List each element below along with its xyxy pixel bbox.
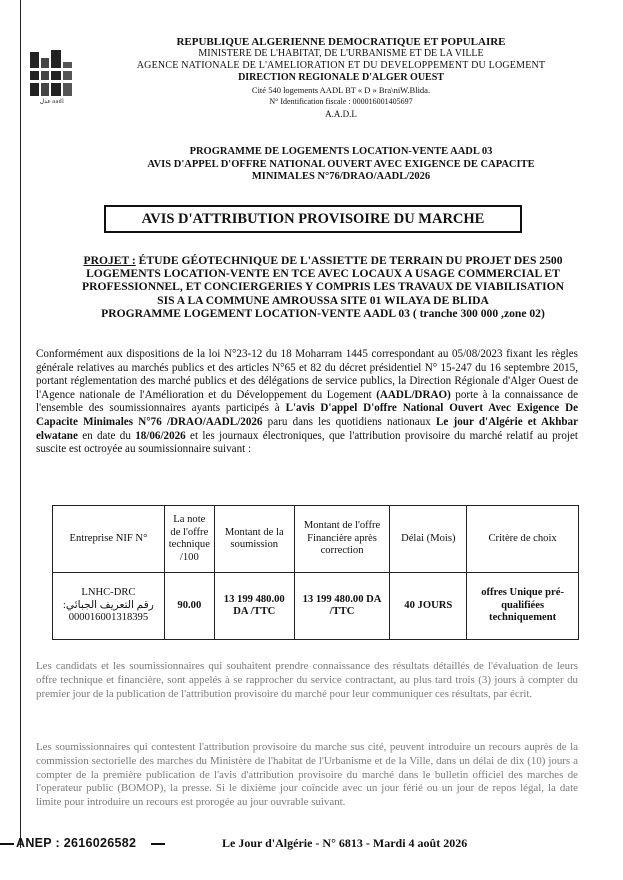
company-name: LNHC-DRC bbox=[81, 587, 136, 599]
project-line-3: PROFESSIONNEL, ET CONCIERGERIES Y COMPRIS LES TRAVAUX DE VIABILISATION bbox=[81, 280, 564, 294]
cell-amount-corrected: 13 199 480.00 DA /TTC bbox=[294, 573, 390, 640]
body-text-3: paru dans les quotidiens nationaux bbox=[262, 415, 437, 428]
award-table bbox=[52, 505, 579, 640]
ministry-name: MINISTERE DE L'HABITAT, DE L'URBANISME ET DE LA VILLE bbox=[198, 48, 484, 59]
agency-name: AGENCE NATIONALE DE L'AMELIORATION ET DU DEVELOPPEMENT DU LOGEMENT bbox=[136, 60, 546, 71]
body-text-5: et les journaux électroniques, que l'attribution provisoire du marché relatif au projet suscite est octroyée au soumissionnaire suivant : bbox=[36, 429, 578, 456]
body-text-1: Conformément aux dispositions de la loi N°23-12 du 18 Moharram 1445 correspondant au 05/08/2023 fixant les règles générale relatives au marchés publics et des articles N°65 et 82 du décret présidentiel N° 15-247 du 16 septembre 2015, portant réglementation des marché publics et des délégations de service publics, la Direction Régionale d'Alger Ouest de l'Agence nationale de l'Amélioration et du Développement du Logement bbox=[36, 348, 578, 401]
project-line-4: SIS A LA COMMUNE AMROUSSA SITE 01 WILAYA DE BLIDA bbox=[157, 293, 489, 307]
project-line-2: LOGEMENTS LOCATION-VENTE EN TCE AVEC LOCAUX A USAGE COMMERCIAL ET bbox=[86, 267, 560, 281]
page-footer bbox=[0, 830, 623, 860]
table-header-row bbox=[53, 506, 579, 573]
body-bold-2: L'avis D'appel D'offre National Ouvert Avec Exigence De Capacite Minimales N°76 /DRAO/AADL/2026 bbox=[36, 402, 579, 428]
nif-label: رقم التعريف الجبائي: bbox=[62, 599, 154, 611]
body-bold-1: (AADL/DRAO) bbox=[376, 388, 451, 401]
anep-reference: ANEP : 2616026582 bbox=[16, 836, 137, 850]
table-row bbox=[53, 573, 579, 640]
notice-paragraph-results: Les candidats et les soumissionnaires qui souhaitent prendre connaissance des résultats détaillés de l'évaluation de leurs offre technique et financière, sont appelés à se rapprocher du service contractant, au plus tard trois (3) jours à compter du premier jour de la publication de l'attribution provisoire du marché pour leur communiquer ces résultats, par écrit. bbox=[36, 660, 578, 700]
col-header-amount-corrected: Montant de l'offre Financière après correction bbox=[294, 506, 390, 573]
col-header-delay: Délai (Mois) bbox=[390, 506, 467, 573]
cell-amount: 13 199 480.00 DA /TTC bbox=[214, 573, 294, 640]
project-line-1: ÉTUDE GÉOTECHNIQUE DE L'ASSIETTE DE TERRAIN DU PROJET DES 2500 bbox=[135, 254, 563, 267]
acronym: A.A.D.L bbox=[325, 109, 357, 119]
direction-name: DIRECTION REGIONALE D'ALGER OUEST bbox=[238, 72, 444, 83]
address: Cité 540 logements AADL BT « D » Bra\niW.Blida. bbox=[251, 85, 431, 95]
body-bold-3: Le jour d'Algérie et Akhbar elwatane bbox=[36, 415, 579, 442]
republic-name: REPUBLIQUE ALGERIENNE DEMOCRATIQUE ET POPULAIRE bbox=[176, 36, 506, 48]
project-label: PROJET : bbox=[83, 254, 136, 267]
letterhead bbox=[80, 36, 602, 120]
col-header-criterion: Critère de choix bbox=[467, 506, 579, 573]
col-header-amount: Montant de la soumission bbox=[214, 506, 294, 573]
cell-company bbox=[53, 573, 165, 640]
cell-criterion: offres Unique pré-qualifiées techniquement bbox=[467, 573, 579, 640]
body-bold-4: 18/06/2026 bbox=[135, 429, 186, 442]
journal-edition: Le Jour d'Algérie - N° 6813 - Mardi 4 août 2026 bbox=[222, 836, 468, 850]
body-text-4: en date du bbox=[77, 429, 136, 442]
col-header-company: Entreprise NIF N° bbox=[53, 506, 165, 573]
program-heading bbox=[80, 146, 602, 184]
fiscal-id: N° Identification fiscale : 000016001405697 bbox=[269, 97, 413, 106]
nif-number: 000016001318395 bbox=[68, 612, 149, 624]
notice-body bbox=[36, 348, 578, 457]
col-header-score: La note de l'offre technique /100 bbox=[164, 506, 214, 573]
notice-title: AVIS D'ATTRIBUTION PROVISOIRE DU MARCHE bbox=[104, 205, 522, 233]
project-line-5: PROGRAMME LOGEMENT LOCATION-VENTE AADL 03 ( tranche 300 000 ,zone 02) bbox=[101, 306, 545, 320]
logo-text: عدل aadl bbox=[39, 99, 65, 105]
notice-paragraph-appeal: Les soumissionnaires qui contestent l'attribution provisoire du marche sus cité, peuvent introduire un recours auprès de la commission sectorielle des marches du Ministère de l'habitat de l'Urbanisme et de la Ville, dans un délai de dix (10) jours a compter de la première publication de l'avis d'attribution provisoire du marché dans le bulletin officiel des marches de l'operateur public (BOMOP), la presse. Si le dixième jour coïncide avec un jour férié ou un jour de repos légal, la date limite pour introduire un recours est prorogée au jour ouvrable suivant. bbox=[36, 741, 578, 809]
project-description bbox=[38, 254, 608, 320]
cell-score: 90.00 bbox=[164, 573, 214, 640]
footer-rule-right bbox=[151, 843, 165, 845]
footer-rule-left bbox=[0, 843, 14, 845]
program-line-1: PROGRAMME DE LOGEMENTS LOCATION-VENTE AADL 03 bbox=[189, 146, 493, 157]
body-text-2: porte à la connaissance de l'ensemble des soumissionnaires ayants participés à bbox=[36, 388, 579, 415]
column-rule bbox=[20, 0, 21, 848]
program-line-3: MINIMALES N°76/DRAO/AADL/2026 bbox=[251, 171, 431, 182]
cell-delay: 40 JOURS bbox=[390, 573, 467, 640]
program-line-2: AVIS D'APPEL D'OFFRE NATIONAL OUVERT AVEC EXIGENCE DE CAPACITE bbox=[147, 158, 535, 170]
